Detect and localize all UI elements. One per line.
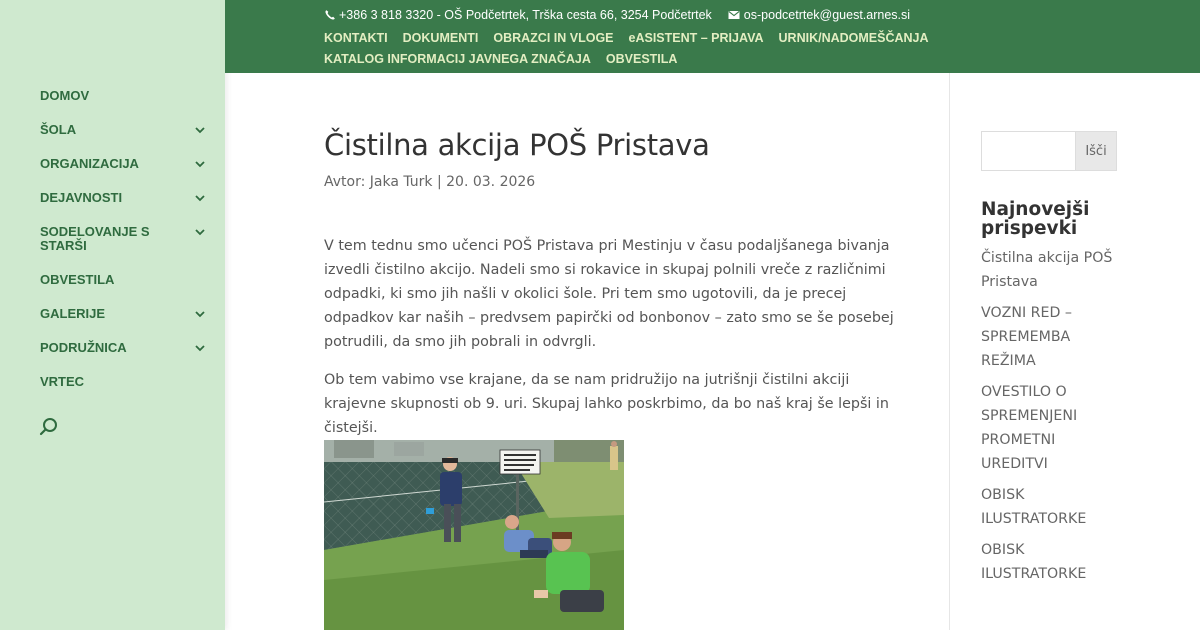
topnav-easistent[interactable]: eASISTENT – PRIJAVA bbox=[628, 31, 764, 45]
chevron-down-icon[interactable] bbox=[194, 308, 206, 320]
recent-posts-list bbox=[981, 246, 1121, 586]
email-link[interactable]: os-podcetrtek@guest.arnes.si bbox=[743, 8, 911, 22]
right-sidebar bbox=[981, 131, 1121, 593]
chevron-down-icon[interactable] bbox=[194, 192, 206, 204]
recent-posts-title: Najnovejši prispevki bbox=[981, 199, 1090, 239]
post-paragraph: Ob tem vabimo vse krajane, da se nam pridružijo na jutrišnji čistilni akciji krajevne skupnosti ob 9. uri. Skupaj lahko poskrbimo, da bo naš kraj še lepši in čistejši. bbox=[324, 372, 889, 436]
recent-post-link[interactable]: Čistilna akcija POŠ Pristava bbox=[981, 250, 1113, 290]
recent-post-link[interactable]: OVESTILO O SPREMENJENI PROMETNI UREDITVI bbox=[981, 384, 1078, 472]
nav-label: PODRUŽNICA bbox=[40, 340, 127, 355]
cleanup-photo bbox=[324, 440, 624, 630]
nav-label: SODELOVANJE S STARŠI bbox=[40, 224, 150, 253]
page-title: Čistilna akcija POŠ Pristava bbox=[324, 128, 710, 162]
search-icon[interactable] bbox=[38, 416, 60, 438]
topnav-dokumenti[interactable]: DOKUMENTI bbox=[402, 31, 479, 45]
nav-label: GALERIJE bbox=[40, 306, 106, 321]
list-item bbox=[981, 301, 1121, 373]
contact-line bbox=[324, 8, 910, 22]
nav-item-organizacija[interactable] bbox=[40, 156, 210, 171]
nav-item-podruznica[interactable] bbox=[40, 340, 210, 355]
chevron-down-icon[interactable] bbox=[194, 124, 206, 136]
top-header bbox=[225, 0, 1200, 73]
main-nav bbox=[40, 88, 210, 389]
nav-item-dejavnosti[interactable] bbox=[40, 190, 210, 205]
topnav-obrazci[interactable]: OBRAZCI IN VLOGE bbox=[493, 31, 614, 45]
chevron-down-icon[interactable] bbox=[194, 342, 206, 354]
post-body bbox=[324, 234, 909, 440]
search-button[interactable]: Išči bbox=[1075, 131, 1117, 171]
contact-text: +386 3 818 3320 - OŠ Podčetrtek, Trška cesta 66, 3254 Podčetrtek bbox=[339, 8, 712, 22]
list-item bbox=[981, 380, 1121, 476]
left-sidebar bbox=[0, 0, 225, 630]
nav-label: OBVESTILA bbox=[40, 272, 115, 287]
list-item bbox=[981, 246, 1121, 294]
recent-post-link[interactable]: VOZNI RED – SPREMEMBA REŽIMA bbox=[981, 305, 1072, 369]
topnav-katalog[interactable]: KATALOG INFORMACIJ JAVNEGA ZNAČAJA bbox=[324, 52, 591, 66]
topnav-kontakti[interactable]: KONTAKTI bbox=[324, 31, 388, 45]
topnav-urnik[interactable]: URNIK/NADOMEŠČANJA bbox=[778, 31, 929, 45]
nav-label: ORGANIZACIJA bbox=[40, 156, 139, 171]
recent-post-link[interactable]: OBISK ILUSTRATORKE bbox=[981, 487, 1087, 527]
nav-label: DEJAVNOSTI bbox=[40, 190, 123, 205]
nav-label: VRTEC bbox=[40, 374, 85, 389]
recent-post-link[interactable]: OBISK ILUSTRATORKE bbox=[981, 542, 1087, 582]
list-item bbox=[981, 483, 1121, 531]
article bbox=[324, 73, 909, 454]
search-form bbox=[981, 131, 1121, 171]
top-nav bbox=[324, 28, 1024, 70]
sidebar-divider bbox=[949, 73, 950, 630]
chevron-down-icon[interactable] bbox=[194, 158, 206, 170]
nav-label: DOMOV bbox=[40, 88, 90, 103]
nav-item-sola[interactable] bbox=[40, 122, 210, 137]
topnav-obvestila[interactable]: OBVESTILA bbox=[605, 52, 678, 66]
nav-label: ŠOLA bbox=[40, 122, 77, 137]
post-paragraph: V tem tednu smo učenci POŠ Pristava pri Mestinju v času podaljšanega bivanja izvedli čistilno akcijo. Nadeli smo si rokavice in skupaj polnili vreče z različnimi odpadki, ki smo jih našli v okolici šole. Pri tem smo ugotovili, da je precej odpadkov kar naših – predvsem papirčki od bonbonov – zato smo se še posebej potrudili, da smo jih pobrali in odvrgli. bbox=[324, 238, 894, 350]
nav-item-domov[interactable] bbox=[40, 88, 210, 103]
chevron-down-icon[interactable] bbox=[194, 226, 206, 238]
nav-item-obvestila[interactable] bbox=[40, 272, 210, 287]
list-item bbox=[981, 538, 1121, 586]
nav-item-vrtec[interactable] bbox=[40, 374, 210, 389]
phone-icon bbox=[324, 9, 336, 21]
nav-item-sodelovanje[interactable] bbox=[40, 224, 210, 253]
post-meta: Avtor: Jaka Turk | 20. 03. 2026 bbox=[324, 174, 536, 190]
post-photo[interactable] bbox=[324, 440, 624, 630]
email-block[interactable] bbox=[728, 8, 910, 22]
nav-item-galerije[interactable] bbox=[40, 306, 210, 321]
search-input[interactable] bbox=[981, 131, 1075, 171]
envelope-icon bbox=[728, 9, 740, 21]
